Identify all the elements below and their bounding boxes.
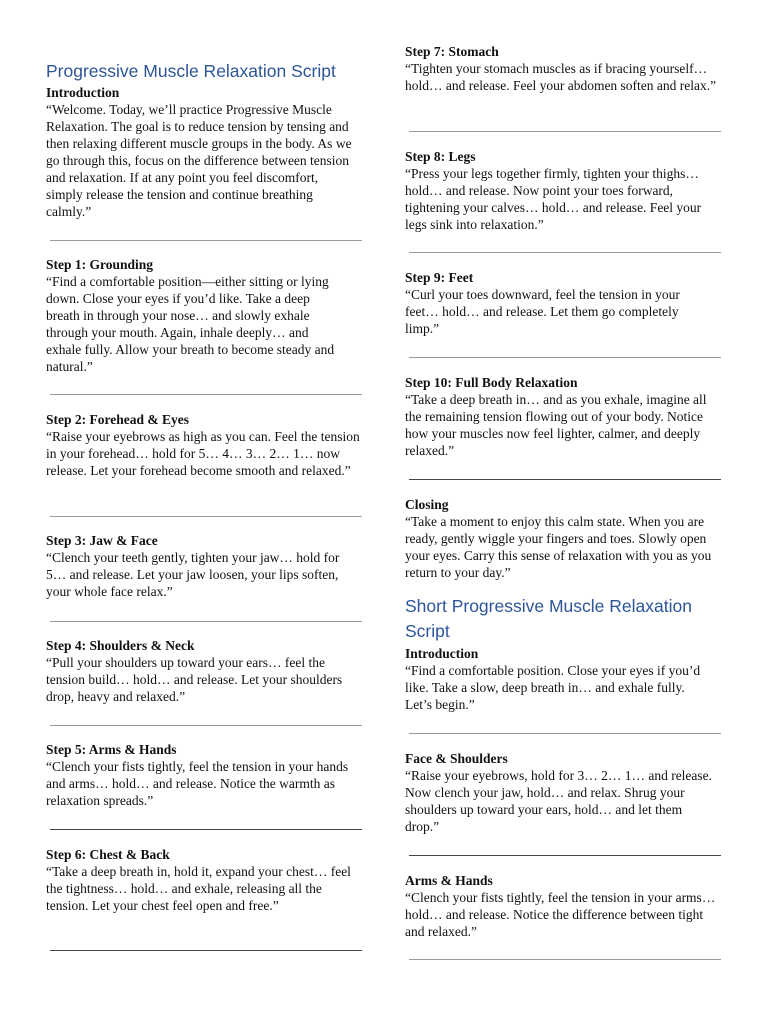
section-body: “Clench your teeth gently, tighten your jaw… hold for 5… and release. Let your jaw loosen, your lips soften, your whole face relax.”	[46, 550, 340, 599]
section-body: “Pull your shoulders up toward your ears… feel the tension build… hold… and release. Let your shoulders drop, heavy and relaxed.”	[46, 655, 343, 704]
section-body: “Take a deep breath in, hold it, expand your chest… feel the tightness… hold… and exhale, releasing all the tension. Let your chest feel open and free.”	[46, 864, 351, 913]
divider	[50, 621, 362, 622]
section-body: “Take a moment to enjoy this calm state. When you are ready, gently wiggle your fingers and toes. Slowly open your eyes. Carry this sense of relaxation with you as you return to your day.”	[405, 514, 712, 580]
short-section-face-shoulders	[405, 750, 717, 835]
divider	[409, 733, 721, 734]
section-heading: Step 9: Feet	[405, 270, 474, 285]
section-step-7	[405, 43, 723, 94]
section-heading: Step 1: Grounding	[46, 257, 154, 272]
section-heading: Introduction	[405, 646, 479, 661]
section-body: “Raise your eyebrows, hold for 3… 2… 1… and release. Now clench your jaw, hold… and relax. Shrug your shoulders up toward your ears, hold… and let them drop.”	[405, 768, 713, 834]
section-step-3	[46, 532, 346, 600]
short-script-title: Short Progressive Muscle Relaxation Script	[405, 596, 692, 641]
section-step-9	[405, 269, 705, 337]
divider	[409, 479, 721, 480]
document-title: Progressive Muscle Relaxation Script	[46, 61, 336, 81]
short-section-arms-hands	[405, 872, 717, 940]
section-heading: Arms & Hands	[405, 873, 493, 888]
section-heading: Step 3: Jaw & Face	[46, 533, 158, 548]
section-body: “Press your legs together firmly, tighten your thighs… hold… and release. Now point your toes forward, tightening your calves… hold… and release. Feel your legs sink into relaxation.”	[405, 166, 702, 232]
section-heading: Step 4: Shoulders & Neck	[46, 638, 195, 653]
section-body: “Tighten your stomach muscles as if bracing yourself… hold… and release. Feel your abdomen soften and relax.”	[405, 61, 717, 93]
section-body: “Raise your eyebrows as high as you can. Feel the tension in your forehead… hold for 5… 4… 3… 2… 1… now release. Let your forehead become smooth and relaxed.”	[46, 429, 360, 478]
section-heading: Step 7: Stomach	[405, 44, 499, 59]
section-body: “Clench your fists tightly, feel the tension in your arms… hold… and release. Notice the difference between tight and relaxed.”	[405, 890, 716, 939]
section-closing	[405, 496, 720, 581]
section-heading: Closing	[405, 497, 449, 512]
section-body: “Welcome. Today, we’ll practice Progressive Muscle Relaxation. The goal is to reduce tension by tensing and then relaxing different muscle groups in the body. As we go through this, focus on the difference between tension and relaxation. If at any point you feel discomfort, simply release the tension and continue breathing calmly.”	[46, 102, 352, 219]
section-step-5	[46, 741, 358, 809]
divider	[409, 959, 721, 960]
section-step-2	[46, 411, 361, 479]
section-step-8	[405, 148, 717, 233]
section-body: “Find a comfortable position—either sitting or lying down. Close your eyes if you’d like. Take a deep breath in through your nose… and slowly exhale through your mouth. Again, inhale deeply… and exhale fully. Allow your breath to become steady and natural.”	[46, 274, 335, 374]
section-body: “Find a comfortable position. Close your eyes if you’d like. Take a slow, deep breath in… and exhale fully. Let’s begin.”	[405, 663, 701, 712]
section-step-6	[46, 846, 356, 914]
section-heading: Step 6: Chest & Back	[46, 847, 170, 862]
short-section-introduction	[405, 645, 705, 713]
divider	[409, 252, 721, 253]
divider	[50, 829, 362, 830]
section-body: “Curl your toes downward, feel the tension in your feet… hold… and release. Let them go completely limp.”	[405, 287, 680, 336]
section-introduction	[46, 84, 358, 220]
divider	[50, 516, 362, 517]
section-heading: Step 2: Forehead & Eyes	[46, 412, 189, 427]
section-body: “Clench your fists tightly, feel the tension in your hands and arms… hold… and release. Notice the warmth as relaxation spreads.”	[46, 759, 349, 808]
section-body: “Take a deep breath in… and as you exhale, imagine all the remaining tension flowing out of your body. Notice how your muscles now feel lighter, calmer, and deeply relaxed.”	[405, 392, 707, 458]
section-step-4	[46, 637, 351, 705]
section-heading: Face & Shoulders	[405, 751, 508, 766]
section-step-10	[405, 374, 717, 459]
divider	[409, 131, 721, 132]
section-heading: Step 10: Full Body Relaxation	[405, 375, 578, 390]
divider	[50, 240, 362, 241]
section-heading: Step 5: Arms & Hands	[46, 742, 177, 757]
divider	[409, 357, 721, 358]
divider	[409, 855, 721, 856]
divider	[50, 950, 362, 951]
section-heading: Step 8: Legs	[405, 149, 476, 164]
section-step-1	[46, 256, 344, 375]
section-heading: Introduction	[46, 85, 120, 100]
divider	[50, 394, 362, 395]
divider	[50, 725, 362, 726]
